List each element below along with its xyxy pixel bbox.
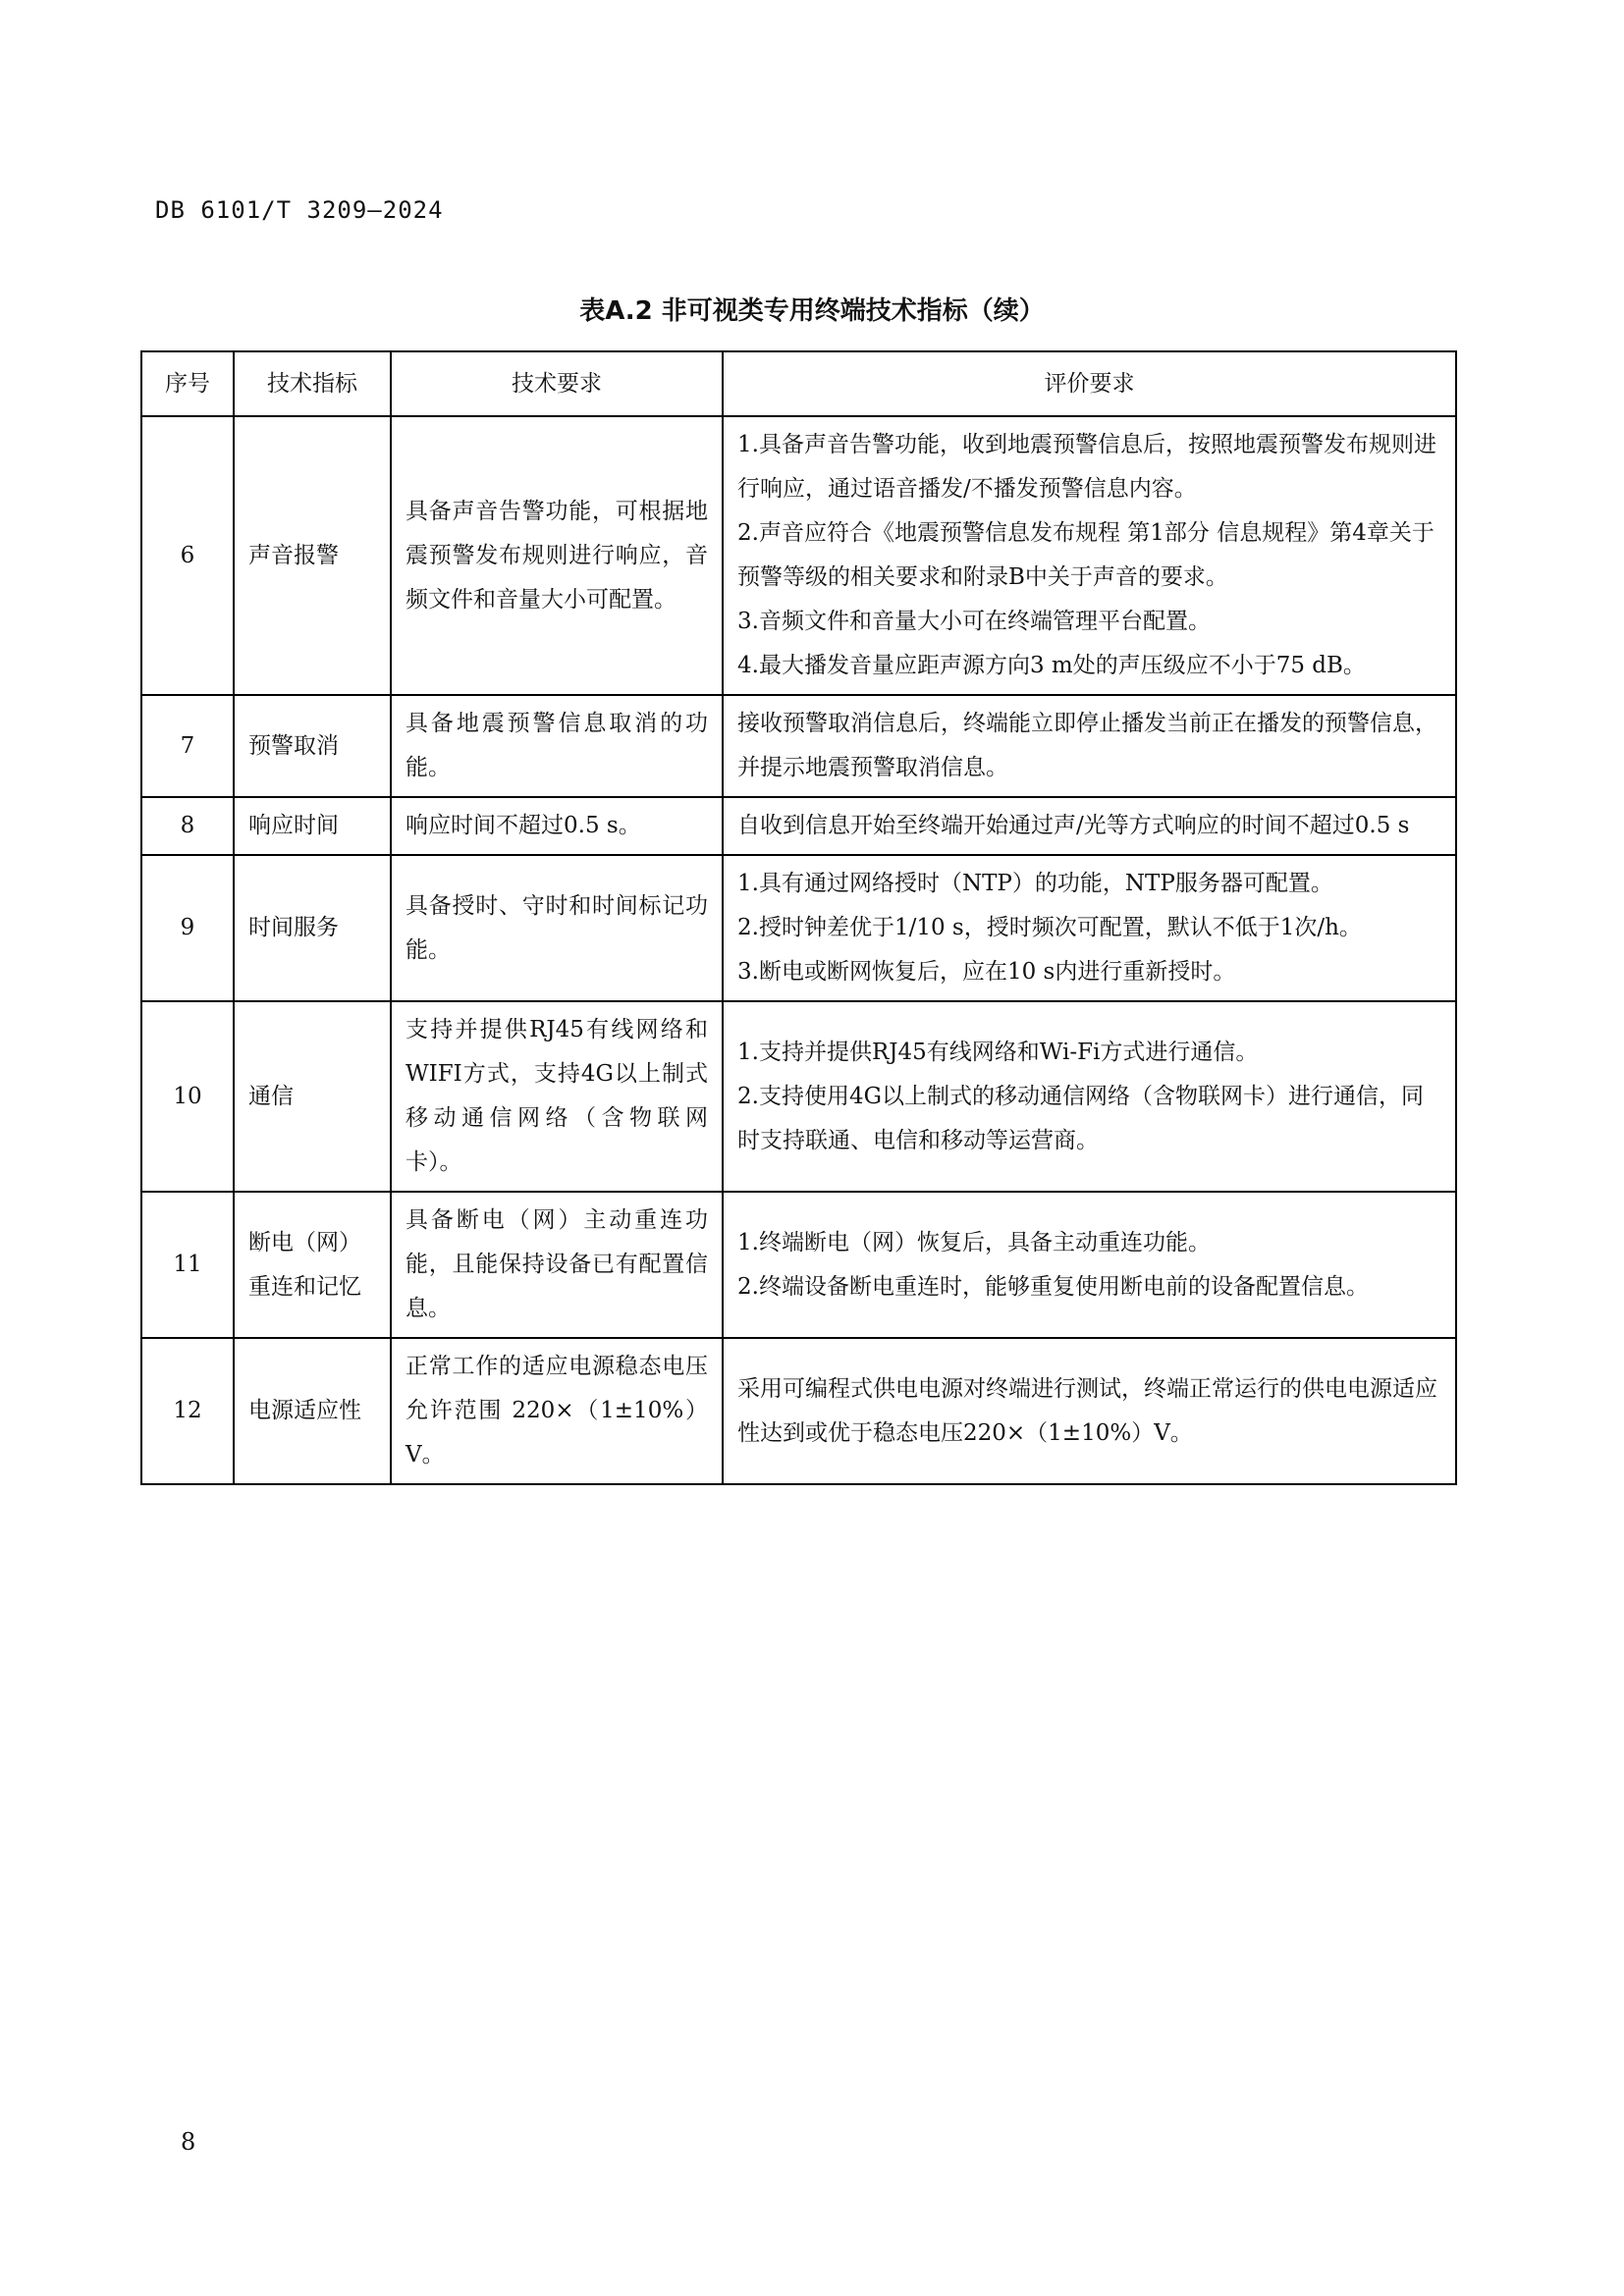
evaluation-line: 3.断电或断网恢复后，应在10 s内进行重新授时。 xyxy=(737,959,1236,985)
evaluation-line: 2.授时钟差优于1/10 s，授时频次可配置，默认不低于1次/h。 xyxy=(737,915,1362,940)
technical-requirement: 正常工作的适应电源稳态电压允许范围 220×（1±10%）V。 xyxy=(391,1338,723,1484)
table-row xyxy=(141,855,1456,1001)
row-number: 7 xyxy=(141,695,234,797)
evaluation-requirement xyxy=(723,695,1456,797)
evaluation-requirement xyxy=(723,1192,1456,1338)
row-number: 12 xyxy=(141,1338,234,1484)
table-row xyxy=(141,416,1456,695)
technical-requirement: 响应时间不超过0.5 s。 xyxy=(391,797,723,855)
technical-requirement: 具备地震预警信息取消的功能。 xyxy=(391,695,723,797)
evaluation-line: 1.具有通过网络授时（NTP）的功能，NTP服务器可配置。 xyxy=(737,871,1333,896)
indicator-name: 电源适应性 xyxy=(234,1338,391,1484)
indicator-name: 预警取消 xyxy=(234,695,391,797)
table-row xyxy=(141,1001,1456,1192)
row-number: 10 xyxy=(141,1001,234,1192)
table-header-row xyxy=(141,351,1456,416)
evaluation-line: 4.最大播发音量应距声源方向3 m处的声压级应不小于75 dB。 xyxy=(737,653,1366,678)
evaluation-requirement xyxy=(723,1338,1456,1484)
table-row xyxy=(141,797,1456,855)
technical-requirement: 具备授时、守时和时间标记功能。 xyxy=(391,855,723,1001)
indicator-name: 通信 xyxy=(234,1001,391,1192)
evaluation-line: 2.声音应符合《地震预警信息发布规程 第1部分 信息规程》第4章关于预警等级的相关要求和附录B中关于声音的要求。 xyxy=(737,520,1435,590)
indicator-name: 声音报警 xyxy=(234,416,391,695)
evaluation-requirement xyxy=(723,855,1456,1001)
technical-requirement: 具备声音告警功能，可根据地震预警发布规则进行响应，音频文件和音量大小可配置。 xyxy=(391,416,723,695)
table-row xyxy=(141,1338,1456,1484)
evaluation-requirement xyxy=(723,797,1456,855)
document-code: DB 6101/T 3209—2024 xyxy=(155,196,444,224)
row-number: 11 xyxy=(141,1192,234,1338)
page-number: 8 xyxy=(181,2128,196,2156)
evaluation-line: 接收预警取消信息后，终端能立即停止播发当前正在播发的预警信息，并提示地震预警取消信息。 xyxy=(737,711,1437,780)
evaluation-line: 自收到信息开始至终端开始通过声/光等方式响应的时间不超过0.5 s xyxy=(737,813,1410,838)
row-number: 8 xyxy=(141,797,234,855)
table-row xyxy=(141,695,1456,797)
column-header-indicator: 技术指标 xyxy=(234,351,391,416)
spec-table xyxy=(140,350,1457,1485)
column-header-no: 序号 xyxy=(141,351,234,416)
technical-requirement: 支持并提供RJ45有线网络和 WIFI方式，支持4G以上制式移动通信网络（含物联网卡）。 xyxy=(391,1001,723,1192)
table-row xyxy=(141,1192,1456,1338)
evaluation-line: 1.具备声音告警功能，收到地震预警信息后，按照地震预警发布规则进行响应，通过语音播发/不播发预警信息内容。 xyxy=(737,432,1436,502)
evaluation-line: 采用可编程式供电电源对终端进行测试，终端正常运行的供电电源适应性达到或优于稳态电压220×（1±10%）V。 xyxy=(737,1375,1437,1446)
row-number: 6 xyxy=(141,416,234,695)
technical-requirement: 具备断电（网）主动重连功能，且能保持设备已有配置信息。 xyxy=(391,1192,723,1338)
column-header-evaluation: 评价要求 xyxy=(723,351,1456,416)
indicator-name: 断电（网）重连和记忆 xyxy=(234,1192,391,1338)
evaluation-line: 3.音频文件和音量大小可在终端管理平台配置。 xyxy=(737,609,1211,634)
row-number: 9 xyxy=(141,855,234,1001)
evaluation-line: 1.支持并提供RJ45有线网络和Wi-Fi方式进行通信。 xyxy=(737,1039,1259,1065)
evaluation-line: 1.终端断电（网）恢复后，具备主动重连功能。 xyxy=(737,1229,1211,1255)
evaluation-requirement xyxy=(723,416,1456,695)
indicator-name: 时间服务 xyxy=(234,855,391,1001)
indicator-name: 响应时间 xyxy=(234,797,391,855)
evaluation-line: 2.支持使用4G以上制式的移动通信网络（含物联网卡）进行通信，同时支持联通、电信和移动等运营商。 xyxy=(737,1083,1424,1153)
evaluation-requirement xyxy=(723,1001,1456,1192)
table-title: 表A.2 非可视类专用终端技术指标（续） xyxy=(579,296,1045,326)
evaluation-line: 2.终端设备断电重连时，能够重复使用断电前的设备配置信息。 xyxy=(737,1273,1369,1300)
column-header-requirement: 技术要求 xyxy=(391,351,723,416)
